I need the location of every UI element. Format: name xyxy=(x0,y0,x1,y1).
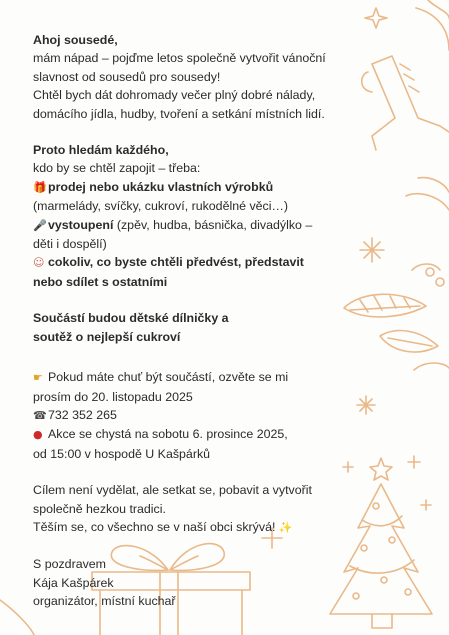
intro-line: mám nápad – pojďme letos společně vytvořit vánoční xyxy=(33,51,326,66)
letter-text xyxy=(33,31,373,611)
closing-line: Cílem není vydělat, ale setkat se, pobavit a vytvořit xyxy=(33,483,312,498)
workshops-line: soutěž o nejlepší cukroví xyxy=(33,329,181,344)
star-icon xyxy=(365,8,387,28)
intro-line: slavnost od sousedů pro sousedy! xyxy=(33,69,221,84)
list-item-bold: cokoliv, co byste chtěli předvést, představit xyxy=(48,255,304,270)
contact-join-deadline: prosím do 20. listopadu 2025 xyxy=(33,389,193,404)
workshops-line: Součástí budou dětské dílničky a xyxy=(33,311,229,326)
intro-line: domácího jídla, hudby, tvoření a setkání místních lidí. xyxy=(33,106,325,121)
search-heading: Proto hledám každého, xyxy=(33,143,169,158)
list-item-continuation: děti i dospělí) xyxy=(33,237,107,252)
gift-icon: 🎁 xyxy=(33,180,47,194)
pointing-hand-icon: ☛ xyxy=(33,371,43,385)
event-place: od 15:00 v hospodě U Kašpárků xyxy=(33,446,211,461)
signature-name: Kája Kašpárek xyxy=(33,575,114,590)
sparkle-icon xyxy=(408,456,420,468)
list-item-rest: (zpěv, hudba, básnička, divadýlko – xyxy=(113,217,313,232)
contact-join xyxy=(33,368,373,387)
smiling-face-icon: ☺ xyxy=(33,256,45,270)
list-item-continuation: (marmelády, svíčky, cukroví, rukodělné věci…) xyxy=(33,199,288,214)
phone-number[interactable]: 732 352 265 xyxy=(48,407,117,422)
list-item xyxy=(33,178,373,197)
contact-phone xyxy=(33,406,373,425)
event-date: Akce se chystá na sobotu 6. prosince 2025, xyxy=(48,427,288,442)
intro-line: Chtěl bych dát dohromady večer plný dobré nálady, xyxy=(33,88,316,103)
contact-join-text: Pokud máte chuť být součástí, ozvěte se mi xyxy=(48,370,289,385)
closing-line: společně hezkou tradici. xyxy=(33,501,166,516)
signature-role: organizátor, místní kuchař xyxy=(33,594,176,609)
list-item-bold: vystoupení xyxy=(48,217,114,232)
stocking-icon xyxy=(362,56,449,150)
event-info xyxy=(33,425,373,444)
microphone-icon: 🎤 xyxy=(33,218,47,232)
signature-regards: S pozdravem xyxy=(33,557,107,572)
list-item xyxy=(33,216,373,235)
sparkle-icon xyxy=(421,500,431,510)
greeting: Ahoj sousedé, xyxy=(33,33,118,47)
list-item xyxy=(33,253,373,272)
phone-icon: ☎ xyxy=(33,408,47,422)
list-item-bold: prodej nebo ukázku vlastních výrobků xyxy=(48,179,274,194)
list-item-continuation: nebo sdílet s ostatními xyxy=(33,274,168,289)
location-pin-icon: ● xyxy=(33,428,43,442)
closing-text: Těším se, co všechno se v naší obci skrývá! xyxy=(33,519,276,534)
sparkles-icon: ✨ xyxy=(278,520,293,534)
closing-line xyxy=(33,518,373,537)
search-lead: kdo by se chtěl zapojit – třeba: xyxy=(33,161,201,176)
